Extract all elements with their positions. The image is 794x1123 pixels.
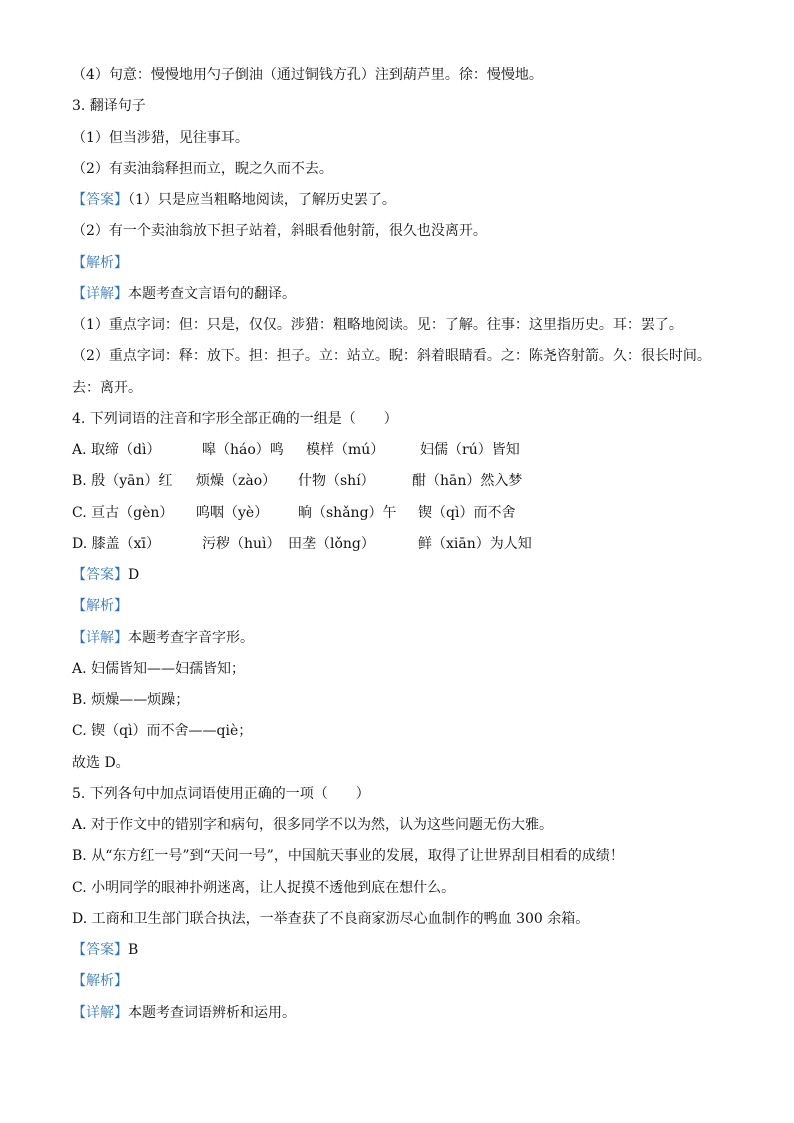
analysis-tag: 【解析】 xyxy=(72,255,128,271)
question-4-answer-line xyxy=(72,565,139,585)
correction-line-c: C. 锲（qì）而不舍——qiè； xyxy=(72,723,253,739)
option-word: A. 取缔（dì） xyxy=(72,442,161,458)
option-word: 妇儒（rú）皆知 xyxy=(420,442,520,458)
option-word: 污秽（huì） xyxy=(202,536,281,552)
detail-text: 本题考查词语辨析和运用。 xyxy=(128,1005,296,1021)
question-5-option-c: C. 小明同学的眼神扑朔迷离，让人捉摸不透他到底在想什么。 xyxy=(72,880,456,896)
option-word: C. 亘古（gèn） xyxy=(72,505,174,521)
option-word: 嗥（háo）鸣 xyxy=(202,442,284,458)
option-word: 呜咽（yè） xyxy=(196,505,269,521)
detail-text: 本题考查文言语句的翻译。 xyxy=(128,286,296,302)
option-word: 模样（mú） xyxy=(306,442,385,458)
question-5-option-b: B. 从“东方红一号”到“天问一号”，中国航天事业的发展，取得了让世界刮目相看的成绩！ xyxy=(72,848,624,864)
key-words-line-2: （2）重点字词：释：放下。担：担子。立：站立。睨：斜着眼睛看。之：陈尧咨射箭。久：很长时间。 xyxy=(72,348,711,364)
answer-tag: 【答案】 xyxy=(72,192,128,208)
question-5-option-a: A. 对于作文中的错别字和病句，很多同学不以为然，认为这些问题无伤大雅。 xyxy=(72,817,554,833)
answer-text: B xyxy=(128,942,139,958)
question-3-sentence-1: （1）但当涉猎，见往事耳。 xyxy=(72,130,249,146)
answer-text: （1）只是应当粗略地阅读，了解历史罢了。 xyxy=(128,192,396,208)
translation-note-line: （4）句意：慢慢地用勺子倒油（通过铜钱方孔）注到葫芦里。徐：慢慢地。 xyxy=(72,67,543,83)
option-word: 晌（shǎng）午 xyxy=(298,505,397,521)
detail-text: 本题考查字音字形。 xyxy=(128,630,254,646)
detail-tag: 【详解】 xyxy=(72,1005,128,1021)
analysis-tag: 【解析】 xyxy=(72,598,128,614)
option-word: 什物（shí） xyxy=(298,473,375,489)
question-3-sentence-2: （2）有卖油翁释担而立，睨之久而不去。 xyxy=(72,161,333,177)
conclusion-line: 故选 D。 xyxy=(72,755,130,771)
answer-tag: 【答案】 xyxy=(72,942,128,958)
analysis-tag: 【解析】 xyxy=(72,973,128,989)
question-3-title: 3. 翻译句子 xyxy=(72,98,146,114)
key-words-line-3: 去：离开。 xyxy=(72,380,142,396)
detail-tag: 【详解】 xyxy=(72,286,128,302)
option-word: D. 膝盖（xī） xyxy=(72,536,160,552)
question-4-title: 4. 下列词语的注音和字形全部正确的一组是（ ） xyxy=(72,411,398,427)
option-word: 酣（hān）然入梦 xyxy=(412,473,523,489)
analysis-heading xyxy=(72,253,128,273)
question-5-answer-line xyxy=(72,940,138,960)
detail-line xyxy=(72,1003,296,1023)
question-3-answer-line-2: （2）有一个卖油翁放下担子站着，斜眼看他射箭，很久也没离开。 xyxy=(72,223,487,239)
detail-line xyxy=(72,284,296,304)
question-3-answer-line xyxy=(72,190,396,210)
correction-line-b: B. 烦燥——烦躁； xyxy=(72,692,190,708)
key-words-line-1: （1）重点字词：但：只是，仅仅。涉猎：粗略地阅读。见：了解。往事：这里指历史。耳：罢了。 xyxy=(72,317,683,333)
answer-tag: 【答案】 xyxy=(72,567,128,583)
option-word: 鲜（xiān）为人知 xyxy=(418,536,532,552)
question-5-option-d: D. 工商和卫生部门联合执法，一举查获了不良商家沥尽心血制作的鸭血 300 余箱。 xyxy=(72,911,590,927)
question-5-title: 5. 下列各句中加点词语使用正确的一项（ ） xyxy=(72,786,370,802)
analysis-heading xyxy=(72,971,128,991)
option-word: B. 殷（yān）红 xyxy=(72,473,173,489)
option-word: 锲（qì）而不舍 xyxy=(418,505,516,521)
answer-text: D xyxy=(128,567,140,583)
option-word: 田垄（lǒng） xyxy=(288,536,375,552)
correction-line-a: A. 妇儒皆知——妇孺皆知； xyxy=(72,661,246,677)
detail-line xyxy=(72,628,254,648)
detail-tag: 【详解】 xyxy=(72,630,128,646)
option-word: 烦燥（zào） xyxy=(196,473,277,489)
analysis-heading xyxy=(72,596,128,616)
